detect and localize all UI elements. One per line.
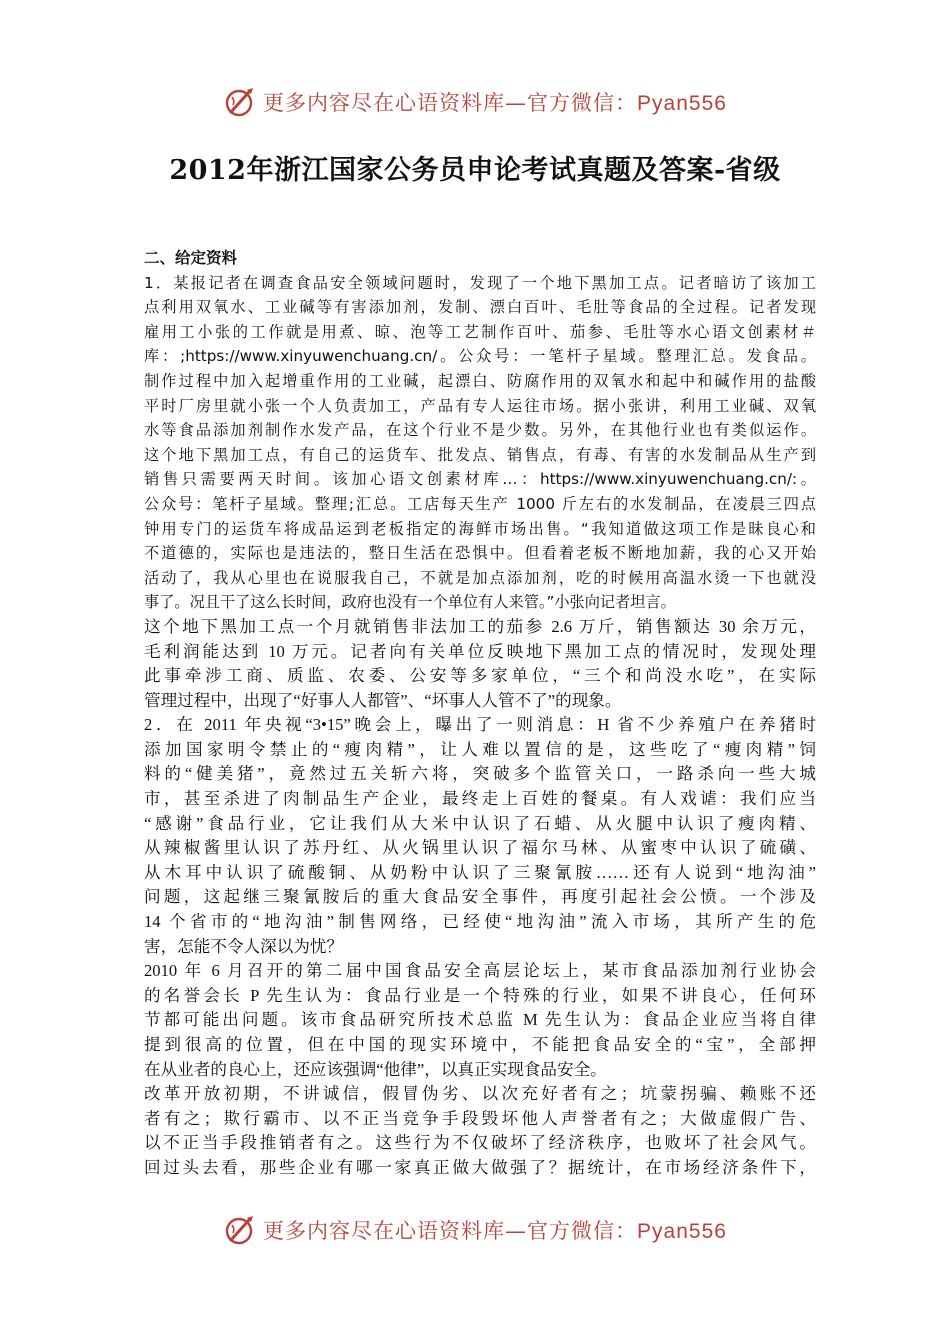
body-line: 从辣椒酱里认识了苏丹红、从火锅里认识了福尔马林、从蜜枣中认识了硫磺、 — [144, 838, 816, 858]
body-line: 事了。况且干了这么长时间，政府也没有一个单位有人来管。”小张向记者坦言。 — [144, 593, 676, 612]
body-line: 14 个省市的“地沟油”制售网络，已经使“地沟油”流入市场，其所产生的危 — [144, 912, 816, 932]
footer-banner-text — [263, 1215, 727, 1245]
body-line: 水等食品添加剂制作水发产品，在这个行业不是少数。另外，在其他行业也有类似运作。 — [144, 421, 816, 440]
document-title: 2012年浙江国家公务员申论考试真题及答案-省级 — [169, 155, 781, 186]
footer-banner — [0, 1210, 950, 1250]
header-banner-text — [263, 87, 727, 117]
body-line: 不道德的，实际也是违法的，整日生活在恐惧中。但看着老板不断地加薪，我的心又开始 — [144, 544, 816, 563]
body-line: 节都可能出问题。该市食品研究所技术总监 M 先生认为：食品企业应当将自律 — [144, 1010, 816, 1030]
body-line: 2010 年 6 月召开的第二届中国食品安全高层论坛上，某市食品添加剂行业协会 — [144, 961, 816, 981]
body-line: 问题，这起继三聚氰胺后的重大食品安全事件，再度引起社会公愤。一个涉及 — [144, 887, 816, 907]
body-line: 库：;https://www.xinyuwenchuang.cn/。公众号：一笔杆子星域。整理汇总。发食品。 — [144, 347, 816, 366]
body-line: 的名誉会长 P 先生认为：食品行业是一个特殊的行业，如果不讲良心，任何环 — [144, 985, 816, 1005]
body-line: 平时厂房里就小张一个人负责加工，产品有专人运往市场。据小张讲，利用工业碱、双氧 — [144, 396, 816, 415]
body-line: 回过头去看，那些企业有哪一家真正做大做强了？据统计，在市场经济条件下， — [144, 1157, 816, 1177]
body-line: 市，甚至杀进了肉制品生产企业，最终走上百姓的餐桌。有人戏谑：我们应当 — [144, 789, 816, 809]
body-line: 点利用双氧水、工业碱等有害添加剂，发制、漂白百叶、毛肚等食品的全过程。记者发现 — [144, 298, 816, 317]
footer-banner-wechat: Pyan556 — [637, 1220, 727, 1243]
header-banner-cn: 更多内容尽在心语资料库—官方微信： — [263, 91, 638, 115]
body-line: 改革开放初期，不讲诚信，假冒伪劣、以次充好者有之；坑蒙拐骗、赖账不还 — [144, 1084, 816, 1104]
body-line: 毛利润能达到 10 万元。记者向有关单位反映地下黑加工点的情况时，发现处理 — [144, 641, 816, 661]
body-line: 制作过程中加入起增重作用的工业碱，起漂白、防腐作用的双氧水和起中和碱作用的盐酸 — [144, 371, 816, 390]
body-line: 提到很高的位置，但在中国的现实环境中，不能把食品安全的“宝”，全部押 — [144, 1035, 816, 1054]
section-heading: 二、给定资料 — [144, 249, 238, 267]
body-line: 销售只需要两天时间。该加心语文创素材库…：https://www.xinyuwenchuang.cn/:。 — [144, 470, 816, 489]
body-line: 料的“健美猪”，竟然过五关斩六将，突破多个监管关口，一路杀向一些大城 — [144, 764, 816, 784]
body-line: 添加国家明令禁止的“瘦肉精”，让人难以置信的是，这些吃了“瘦肉精”饲 — [144, 739, 816, 759]
header-banner — [0, 82, 950, 122]
body-line: 管理过程中，出现了“好事人人都管”、“坏事人人管不了”的现象。 — [144, 690, 622, 710]
brush-logo-icon — [223, 85, 257, 119]
body-line: 雇用工小张的工作就是用煮、晾、泡等工艺制作百叶、茄参、毛肚等水心语文创素材＃ — [144, 322, 816, 341]
body-line: 2．在 2011 年央视“3•15”晚会上，曝出了一则消息：H 省不少养殖户在养猪时 — [144, 715, 816, 735]
body-line: 这个地下黑加工点一个月就销售非法加工的茄参 2.6 万斤，销售额达 30 余万元， — [144, 616, 816, 636]
body-line: 活动了，我从心里也在说服我自己，不就是加点添加剂，吃的时候用高温水烫一下也就没 — [144, 568, 816, 587]
body-line: 公众号：笔杆子星域。整理;汇总。工店每天生产 1000 斤左右的水发制品，在凌晨三四点 — [144, 494, 816, 513]
body-line: 1．某报记者在调查食品安全领域问题时，发现了一个地下黑加工点。记者暗访了该加工 — [144, 273, 816, 292]
body-line: 此事牵涉工商、质监、农委、公安等多家单位，“三个和尚没水吃”，在实际 — [144, 666, 816, 686]
body-line: 在从业者的良心上，还应该强调“他律”，以真正实现食品安全。 — [144, 1059, 607, 1079]
body-line: 者有之；欺行霸市、以不正当竞争手段毁坏他人声誉者有之；大做虚假广告、 — [144, 1108, 816, 1128]
body-line: “感谢”食品行业，它让我们从大米中认识了石蜡、从火腿中认识了瘦肉精、 — [144, 813, 816, 833]
body-line: 从木耳中认识了硫酸铜、从奶粉中认识了三聚氰胺……还有人说到“地沟油” — [144, 862, 816, 882]
document-body — [144, 246, 816, 1181]
body-line: 以不正当手段推销者有之。这些行为不仅破坏了经济秩序，也败坏了社会风气。 — [144, 1133, 816, 1153]
footer-banner-cn: 更多内容尽在心语资料库—官方微信： — [263, 1219, 638, 1243]
brush-logo-icon — [223, 1213, 257, 1247]
header-banner-wechat: Pyan556 — [637, 92, 727, 115]
body-line: 害，怎能不令人深以为忧？ — [144, 936, 344, 956]
body-line: 钟用专门的运货车将成品运到老板指定的海鲜市场出售。“我知道做这项工作是昧良心和 — [144, 519, 816, 538]
body-line: 这个地下黑加工点，有自己的运货车、批发点、销售点，有毒、有害的水发制品从生产到 — [144, 445, 816, 464]
